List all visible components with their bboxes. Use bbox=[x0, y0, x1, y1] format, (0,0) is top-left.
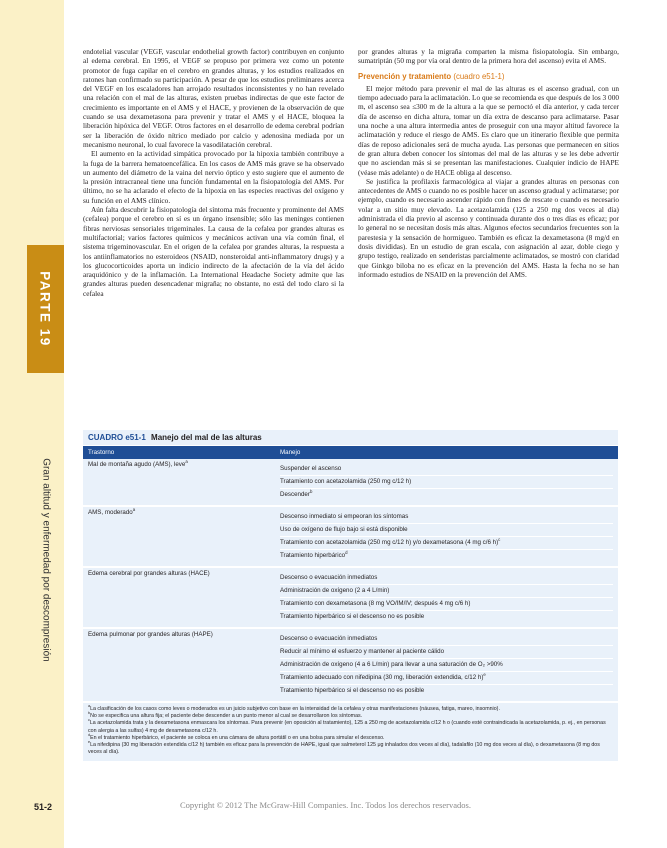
footnote-marker: c bbox=[498, 536, 501, 542]
management-text: Tratamiento adecuado con nifedipina (30 mg, liberación extendida, c/12 h) bbox=[280, 674, 484, 681]
management-table bbox=[83, 446, 618, 703]
management-item bbox=[280, 611, 613, 623]
management-item bbox=[280, 476, 613, 489]
condition-text: AMS, moderado bbox=[88, 509, 133, 516]
body-paragraph: Aún falta descubrir la fisiopatología del síntoma más frecuente y prominente del AMS (cefalea) porque el cerebro en sí es un órgano insensible; sólo las meninges contienen fibras nerviosas sensoriales trigeminales. La causa de la cefalea por grandes alturas es multifactorial; varios factores químicos y mecánicos activan una vía común final, el sistema trigeminovascular. En el origen de la cefalea por grandes alturas, la respuesta a los antiinflamatorios no esteroideos (NSAID, nonsteroidal anti-inflammatory drugs) y a los glucocorticoides aporta un indicio indirecto de la afectación de la vía del ácido araquidónico y de la inflamación. La International Headache Society admite que las grandes alturas pueden desencadenar migraña; no obstante, no está del todo claro si la cefalea bbox=[83, 205, 344, 298]
management-text: Administración de oxígeno (4 a 6 L/min) para llevar a una saturación de O₂ >90% bbox=[280, 661, 503, 668]
footnote-mark: b bbox=[88, 711, 91, 716]
management-cell bbox=[275, 628, 618, 702]
table-row bbox=[83, 459, 618, 506]
section-heading bbox=[358, 72, 619, 81]
management-text: Suspender el ascenso bbox=[280, 465, 342, 472]
body-paragraph: El aumento en la actividad simpática provocado por la hipoxia también contribuye a la fuga de la barrera hematoencefálica. En los casos de AMS más grave se ha observado un aumento del diámetro de la vaina del nervio óptico y esto sugiere que el aumento de la presión intracraneal tiene una función fundamental en la fisiopatología del AMS. Por último, no se ha aclarado el efecto de la hipoxia en las especies reactivas del oxígeno y su función en el AMS clínico. bbox=[83, 149, 344, 205]
management-text: Reducir al mínimo el esfuerzo y mantener al paciente cálido bbox=[280, 648, 445, 655]
section-title: Gran altitud y enfermedad por descompresión bbox=[40, 458, 52, 662]
management-text: Tratamiento con acetazolamida (250 mg c/12 h) bbox=[280, 478, 412, 485]
management-item bbox=[280, 463, 613, 476]
management-item bbox=[280, 537, 613, 550]
footnote-mark: c bbox=[88, 718, 90, 723]
management-cell bbox=[275, 459, 618, 506]
footnote bbox=[88, 742, 613, 756]
condition-text: Edema cerebral por grandes alturas (HACE) bbox=[88, 570, 210, 577]
management-item bbox=[280, 550, 613, 562]
footnote-marker: a bbox=[185, 458, 188, 464]
page-number: 51-2 bbox=[34, 802, 53, 812]
footnote-mark: e bbox=[88, 740, 91, 745]
management-item bbox=[280, 659, 613, 672]
management-item bbox=[280, 685, 613, 697]
condition-cell bbox=[83, 506, 275, 567]
management-item bbox=[280, 598, 613, 611]
management-item bbox=[280, 511, 613, 524]
management-item bbox=[280, 489, 613, 501]
condition-cell bbox=[83, 459, 275, 506]
management-item bbox=[280, 585, 613, 598]
table-header-row bbox=[83, 446, 618, 459]
management-text: Tratamiento hiperbárico bbox=[280, 552, 346, 559]
section-heading-ref: (cuadro e51-1) bbox=[453, 71, 505, 81]
footnote-mark: d bbox=[88, 733, 91, 738]
section-heading-text: Prevención y tratamiento bbox=[358, 71, 452, 81]
left-column bbox=[83, 47, 344, 298]
table-id: CUADRO e51-1 bbox=[88, 433, 146, 442]
column-header-condition: Trastorno bbox=[83, 446, 275, 459]
management-text: Tratamiento hiperbárico si el descenso no es posible bbox=[280, 613, 425, 620]
copyright-notice: Copyright © 2012 The McGraw-Hill Companies. Inc. Todos los derechos reservados. bbox=[180, 800, 471, 810]
table-row bbox=[83, 628, 618, 702]
body-paragraph: Se justifica la profilaxis farmacológica al viajar a grandes alturas en personas con antecedentes de AMS o cuando no es posible hacer un ascenso gradual y aclimatarse; por ejemplo, cuando es necesario ascender rápido con fines de rescate o cuando es necesario volar a un sitio muy elevado. La acetazolamida (125 a 250 mg dos veces al día) administrada el día previo al ascenso y continuada durante dos o tres días es eficaz; por lo general no se necesitan dosis más altas. Algunos efectos secundarios frecuentes son la parestesia y la sensación de hormigueo. También es eficaz la dexametasona (8 mg/d en dosis divididas). En un estudio de gran escala, con asignación al azar, doble ciego y grupo testigo, realizado en senderistas parcialmente aclimatados, se mostró con claridad que Ginkgo biloba no es eficaz en la prevención del AMS. Hasta la fecha no se han informado estudios de NSAID en la prevención del AMS. bbox=[358, 176, 619, 279]
footnote-mark: a bbox=[88, 704, 91, 709]
footnote-marker: b bbox=[309, 488, 313, 494]
footnote-text: En el tratamiento hiperbárico, el paciente se coloca en una cámara de altura portátil o en una bolsa para simular el descenso. bbox=[90, 734, 385, 741]
footnote bbox=[88, 720, 613, 734]
management-item bbox=[280, 646, 613, 659]
footnote-text: La clasificación de los casos como leves o moderados es un juicio subjetivo con base en la intensidad de la cefalea y otras manifestaciones (náusea, fatiga, mareo, insomnio). bbox=[90, 706, 500, 712]
management-text: Tratamiento hiperbárico si el descenso no es posible bbox=[280, 687, 425, 694]
management-text: Descenso o evacuación inmediatos bbox=[280, 574, 378, 581]
management-text: Descenso inmediato si empeoran los síntomas bbox=[280, 513, 409, 520]
footnote bbox=[88, 733, 613, 745]
table-footnotes bbox=[83, 703, 618, 761]
condition-text: Mal de montaña agudo (AMS), leve bbox=[88, 461, 186, 468]
condition-text: Edema pulmonar por grandes alturas (HAPE) bbox=[88, 631, 213, 638]
table-row bbox=[83, 506, 618, 567]
management-text: Tratamiento con dexametasona (8 mg VO/IM/IV; después 4 mg c/6 h) bbox=[280, 600, 471, 607]
footnote-text: La acetazolamida trata y la dexametasona enmascara los síntomas. Para prevenir (en oposición al tratamiento), 125 a 250 mg de acetazolamida c/12 h o (cuando esté contraindicada la acetazolamida, p. ej., en personas con alergia a las sulfas) 4 mg de dexametasona c/12 h. bbox=[88, 720, 606, 734]
management-text: Uso de oxígeno de flujo bajo si está disponible bbox=[280, 526, 408, 533]
footnote-marker: d bbox=[345, 549, 348, 555]
management-item bbox=[280, 633, 613, 646]
table-title-text: Manejo del mal de las alturas bbox=[151, 433, 262, 442]
management-text: Descender bbox=[280, 491, 310, 498]
table-title bbox=[83, 430, 618, 446]
management-table-box bbox=[83, 430, 618, 761]
management-text: Tratamiento con acetazolamida (250 mg c/12 h) y/o dexametasona (4 mg c/6 h) bbox=[280, 539, 499, 546]
footnote-text: La nifedipina (30 mg liberación extendida c/12 h) también es eficaz para la prevención de HAPE, igual que salmeterol 125 μg inhalados dos veces al día), tadalafilo (10 mg dos veces al día), o dexametasona (8 mg dos veces al día). bbox=[88, 742, 600, 756]
management-item bbox=[280, 672, 613, 685]
management-text: Descenso o evacuación inmediatos bbox=[280, 635, 378, 642]
management-item bbox=[280, 524, 613, 537]
management-text: Administración de oxígeno (2 a 4 L/min) bbox=[280, 587, 390, 594]
management-cell bbox=[275, 567, 618, 628]
chapter-sidebar bbox=[0, 0, 64, 848]
management-cell bbox=[275, 506, 618, 567]
right-column bbox=[358, 47, 619, 279]
condition-cell bbox=[83, 567, 275, 628]
condition-cell bbox=[83, 628, 275, 702]
body-paragraph: endotelial vascular (VEGF, vascular endothelial growth factor) contribuyen en conjunto al edema cerebral. En 1995, el VEGF se propuso por primera vez como un potente promotor de fuga capilar en el cerebro en grandes alturas, y los estudios realizados en ratones han confirmado su participación. A pesar de que los estudios preliminares acerca del VEGF en los escaladores han arrojado resultados inconsistentes y no han revelado una relación con el mal de las alturas, existen pruebas indirectas de que este factor de crecimiento es importante en el AMS y el HACE, y provienen de la observación de que cuando se usa dexametasona para prevenir y tratar el AMS y el HACE, bloquea la liberación hipóxica del VEGF. Otros factores en el desarrollo de edema cerebral podrían ser la liberación de óxido nítrico mediado por calcio y adenosina mediada por un mecanismo neuronal, lo cual favorece la vasodilatación cerebral. bbox=[83, 47, 344, 149]
body-paragraph: El mejor método para prevenir el mal de las alturas es el ascenso gradual, con un tiempo adecuado para la aclimatación. Lo que se recomienda es que después de los 3 000 m, el ascenso sea ≤300 m de la altura a la que se pernoctó el día anterior, y cada tercer día de ascenso en dicha altura, tomar un día extra de descanso para aclimatarse. Pasar una noche a una altura intermedia antes de proseguir con una mayor altitud favorece la aclimatación y reduce el riesgo de AMS. Es claro que un itinerario flexible que permita días de reposo adicionales será de mucha ayuda. Las personas que permanecen en sitios de gran altura deben conocer los síntomas del mal de las alturas y se les debe advertir que no asciendan más si se presentan las manifestaciones. Cualquier indicio de HAPE (véase más adelante) o de HACE obliga al descenso. bbox=[358, 83, 619, 177]
column-header-management: Manejo bbox=[275, 446, 618, 459]
footnote-marker: a bbox=[132, 506, 136, 512]
body-paragraph: por grandes alturas y la migraña comparten la misma fisiopatología. Sin embargo, sumatriptán (50 mg por vía oral dentro de la primera hora del ascenso) evita el AMS. bbox=[358, 47, 619, 66]
management-item bbox=[280, 572, 613, 585]
footnote-marker: e bbox=[483, 671, 486, 677]
table-row bbox=[83, 567, 618, 628]
part-label: PARTE 19 bbox=[37, 271, 53, 347]
footnote-text: No se especifica una altura fija; el paciente debe descender a un punto menor al cual se desarrollaron los síntomas. bbox=[90, 713, 363, 720]
